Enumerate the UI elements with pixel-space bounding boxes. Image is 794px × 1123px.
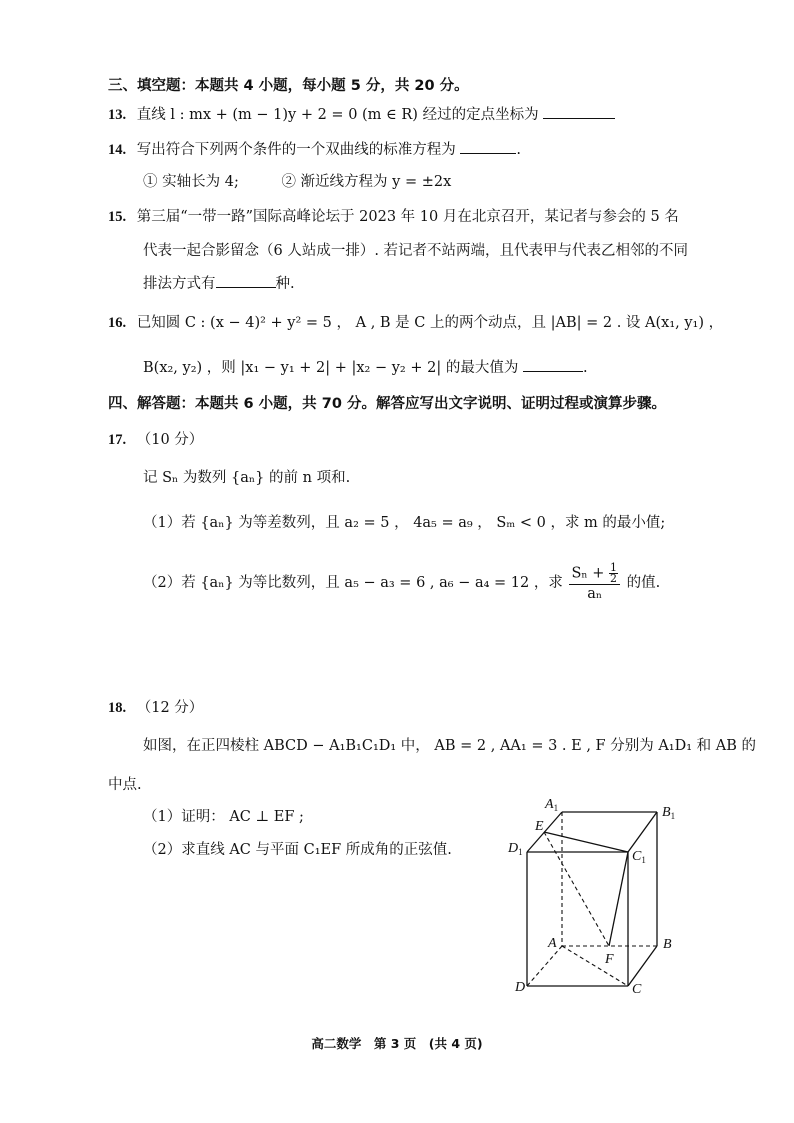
half-fraction [609, 563, 618, 584]
hidden-edge-ad [527, 946, 562, 986]
edge-b1c1 [628, 812, 657, 852]
question-text: 排法方式有 [143, 276, 216, 292]
question-15-line-1 [108, 207, 679, 227]
segment-fc1 [609, 852, 628, 946]
question-17-part-2 [143, 563, 660, 603]
period: . [516, 142, 521, 158]
label-b: B [663, 937, 672, 952]
hidden-segment-ac [562, 946, 628, 986]
label-d1: $D_1$ [508, 841, 523, 857]
question-number: 17. [108, 432, 127, 448]
segment-ec1 [544, 832, 628, 852]
label-b1: $B_1$ [662, 805, 676, 821]
label-a: A [548, 936, 557, 951]
edge-cb [628, 946, 657, 986]
score: （12 分） [136, 700, 204, 716]
answer-blank [543, 104, 615, 119]
answer-blank [460, 139, 516, 154]
question-16-line-1 [108, 313, 723, 333]
question-18-header [108, 698, 203, 718]
question-15-line-3 [143, 273, 295, 294]
question-number: 13. [108, 107, 127, 123]
fraction-numerator: Sₙ + [571, 565, 605, 582]
hidden-segment-ef [544, 832, 609, 946]
label-c1: $C_1$ [632, 849, 646, 865]
question-18-intro-line-2: 中点. [108, 777, 142, 793]
question-text: 第三届“一带一路”国际高峰论坛于 2023 年 10 月在北京召开，某记者与参会的 5 名 [136, 209, 679, 225]
label-f: F [605, 952, 614, 967]
q14-conditions [143, 172, 451, 192]
question-text-end: 的值. [626, 575, 661, 591]
condition-1: ① 实轴长为 4; [143, 174, 239, 190]
question-number: 18. [108, 700, 127, 716]
question-18-part-1: （1）证明： AC ⊥ EF ; [143, 809, 304, 825]
question-text: B(x₂, y₂) ，则 |x₁ − y₁ + 2| + |x₂ − y₂ + 2| 的最大值为 [143, 360, 519, 376]
question-number: 16. [108, 315, 127, 331]
question-text-end: 种. [275, 276, 295, 292]
page-footer: 高二数学 第 3 页 (共 4 页) [311, 1036, 483, 1051]
score: （10 分） [136, 432, 204, 448]
question-text: 已知圆 C : (x − 4)² + y² = 5 ， A , B 是 C 上的两个动点，且 |AB| = 2 . 设 A(x₁, y₁) ， [136, 315, 724, 331]
question-number: 14. [108, 142, 127, 158]
answer-blank [216, 273, 276, 288]
section-3-heading: 三、填空题：本题共 4 小题，每小题 5 分，共 20 分。 [108, 78, 469, 94]
question-17-header [108, 430, 203, 450]
question-text: 写出符合下列两个条件的一个双曲线的标准方程为 [136, 142, 456, 158]
question-14 [108, 139, 521, 160]
label-d: D [515, 980, 526, 995]
fraction [569, 563, 620, 603]
question-number: 15. [108, 209, 127, 225]
section-4-heading: 四、解答题：本题共 6 小题，共 70 分。解答应写出文字说明、证明过程或演算步骤。 [108, 396, 666, 412]
question-15-line-2: 代表一起合影留念（6 人站成一排）. 若记者不站两端，且代表甲与代表乙相邻的不同 [143, 243, 689, 259]
label-e: E [535, 819, 544, 834]
half-numerator: 1 [610, 561, 618, 574]
question-16-line-2 [143, 357, 588, 378]
question-13 [108, 104, 615, 125]
label-a1: $A_1$ [545, 797, 559, 813]
question-17-part-1: （1）若 {aₙ} 为等差数列，且 a₂ = 5 ， 4a₅ = a₉ ， Sₘ < 0 ，求 m 的最小值; [143, 515, 666, 531]
answer-blank [523, 357, 583, 372]
half-denominator: 2 [610, 572, 618, 585]
question-text: （2）若 {aₙ} 为等比数列，且 a₅ − a₃ = 6 , a₆ − a₄ = 12 ，求 [143, 575, 563, 591]
question-18-intro-line-1: 如图，在正四棱柱 ABCD − A₁B₁C₁D₁ 中， AB = 2 , AA₁ = 3 . E , F 分别为 A₁D₁ 和 AB 的 [143, 738, 756, 754]
prism-figure [505, 790, 705, 1000]
question-18-part-2: （2）求直线 AC 与平面 C₁EF 所成角的正弦值. [143, 842, 452, 858]
condition-2: ② 渐近线方程为 y = ±2x [281, 174, 452, 190]
label-c: C [632, 982, 642, 997]
period: . [582, 360, 588, 376]
question-text: 直线 l : mx + (m − 1)y + 2 = 0 (m ∈ R) 经过的定点坐标为 [136, 107, 539, 123]
fraction-denominator: aₙ [587, 586, 603, 602]
question-17-intro: 记 Sₙ 为数列 {aₙ} 的前 n 项和. [143, 470, 351, 486]
